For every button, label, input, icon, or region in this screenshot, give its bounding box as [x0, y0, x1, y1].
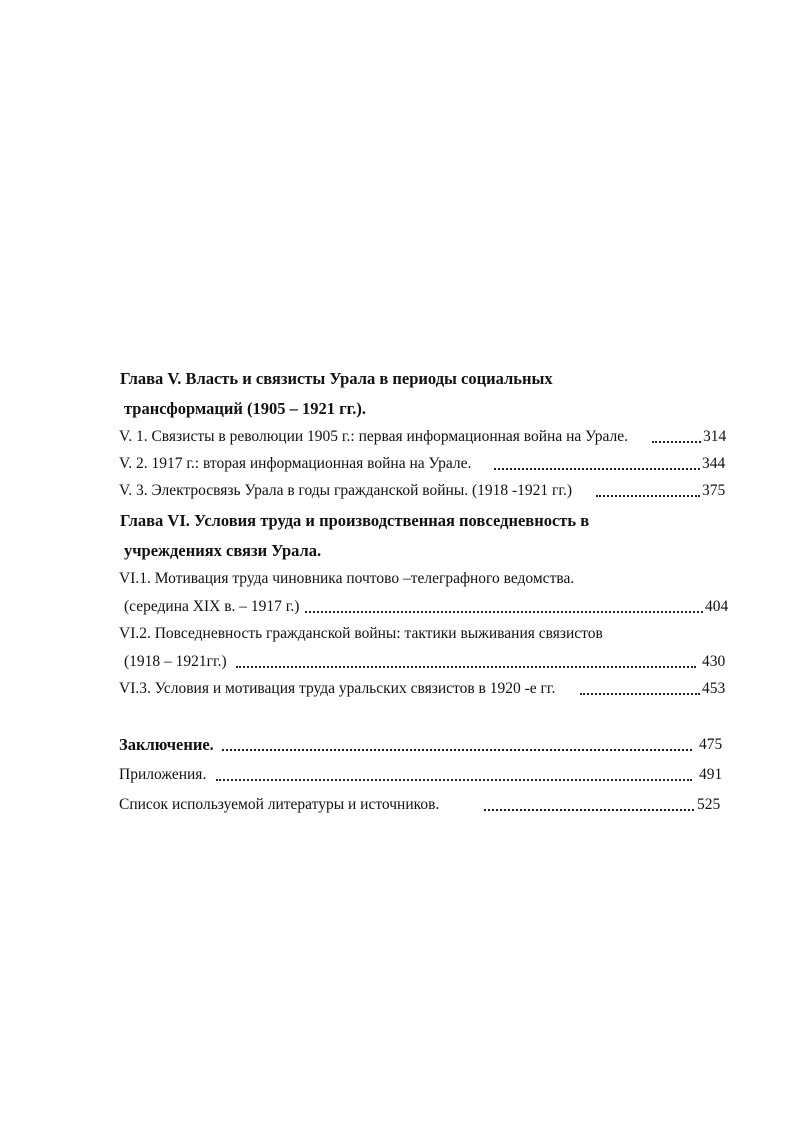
dot-leader: [222, 749, 692, 751]
toc-entry-title: VI.2. Повседневность гражданской войны: тактики выживания связистов: [119, 625, 603, 642]
chapter-title-line: учреждениях связи Урала.: [124, 541, 322, 560]
chapter-heading: [0, 509, 793, 533]
toc-entry: [0, 567, 793, 591]
dot-leader: [580, 693, 700, 695]
chapter-heading-cont: [0, 539, 793, 563]
dot-leader: [494, 468, 700, 470]
toc-entry-title: (1918 – 1921гг.): [124, 653, 227, 670]
chapter-heading-cont: [0, 397, 793, 421]
toc-page-number: 430: [702, 653, 726, 670]
toc-page-number: 404: [705, 598, 729, 615]
toc-entry-title: Заключение.: [119, 735, 214, 754]
dot-leader: [236, 666, 696, 668]
chapter-title-line: Глава VI. Условия труда и производственная повседневность в: [120, 511, 590, 530]
toc-entry: [0, 479, 793, 503]
toc-entry-title: V. 2. 1917 г.: вторая информационная война на Урале.: [119, 455, 472, 472]
toc-page-number: 525: [697, 796, 721, 813]
dot-leader: [216, 779, 692, 781]
toc-entry-title: VI.1. Мотивация труда чиновника почтово –телеграфного ведомства.: [119, 570, 575, 587]
toc-entry-title: VI.3. Условия и мотивация труда уральских связистов в 1920 -е гг.: [119, 680, 556, 697]
toc-entry-title: V. 3. Электросвязь Урала в годы гражданской войны. (1918 -1921 гг.): [119, 482, 573, 499]
toc-entry: [0, 733, 793, 757]
toc-entry-title: V. 1. Связисты в революции 1905 г.: первая информационная война на Урале.: [119, 428, 629, 445]
toc-entry-cont: [0, 595, 793, 619]
toc-entry: [0, 793, 793, 817]
dot-leader: [305, 611, 703, 613]
toc-page-number: 491: [699, 766, 723, 783]
dot-leader: [652, 441, 701, 443]
chapter-heading: [0, 367, 793, 391]
toc-page-number: 475: [699, 736, 723, 753]
toc-entry-title: Список используемой литературы и источников.: [119, 796, 440, 813]
toc-entry-title: Приложения.: [119, 766, 207, 783]
dot-leader: [596, 495, 700, 497]
toc-entry: [0, 622, 793, 646]
chapter-title-line: трансформаций (1905 – 1921 гг.).: [124, 399, 366, 418]
chapter-title-line: Глава V. Власть и связисты Урала в периоды социальных: [120, 369, 553, 388]
toc-entry: [0, 452, 793, 476]
toc-page-number: 375: [702, 482, 726, 499]
toc-entry: [0, 425, 793, 449]
toc-page-number: 344: [702, 455, 726, 472]
toc-entry-cont: [0, 650, 793, 674]
toc-entry-title: (середина XIX в. – 1917 г.): [124, 598, 300, 615]
dot-leader: [484, 809, 694, 811]
toc-page-number: 314: [703, 428, 727, 445]
toc-entry: [0, 677, 793, 701]
toc-page-number: 453: [702, 680, 726, 697]
toc-entry: [0, 763, 793, 787]
